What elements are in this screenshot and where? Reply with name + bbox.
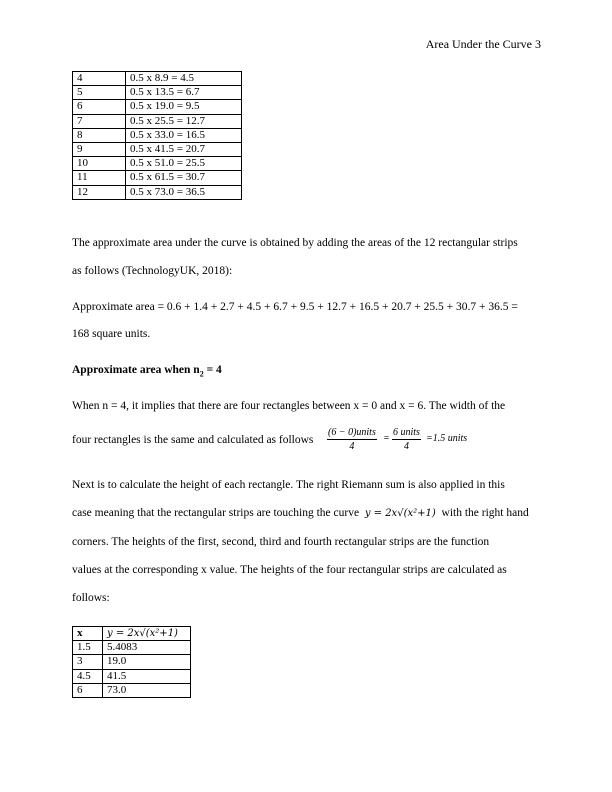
paragraph-line: 168 square units. [72,328,151,340]
table-row [73,143,242,157]
paragraph-line: values at the corresponding x value. The heights of the four rectangular strips are calculated as [72,564,507,576]
table-cell: 0.5 x 19.0 = 9.5 [126,100,242,114]
table-row [73,669,191,683]
table-cell: 4.5 [73,669,103,683]
width-result: =1.5 units [426,433,468,444]
table-cell: 6 [73,683,103,697]
table-row [73,185,242,199]
table-row [73,114,242,128]
table-header-x: x [73,627,103,641]
table-cell: 73.0 [103,683,191,697]
table-row [73,683,191,697]
table-row [73,128,242,142]
paragraph-line: follows: [72,592,110,604]
table-row [73,100,242,114]
width-fraction-2 [392,426,421,453]
table-row [73,641,191,655]
table-row [73,72,242,86]
table-cell: 8 [73,128,126,142]
table-cell: 0.5 x 61.5 = 30.7 [126,171,242,185]
paragraph-line: The approximate area under the curve is obtained by adding the areas of the 12 rectangular strips [72,237,518,249]
table-cell: 0.5 x 33.0 = 16.5 [126,128,242,142]
heading-suffix: = 4 [203,364,222,376]
table-row [73,86,242,100]
table-cell: 10 [73,157,126,171]
table-cell: 4 [73,72,126,86]
running-head: Area Under the Curve 3 [425,37,541,51]
heading-text: Approximate area when n [72,364,200,376]
table-cell: 12 [73,185,126,199]
table-cell: 11 [73,171,126,185]
paragraph-line: four rectangles is the same and calculated as follows [72,434,314,446]
paragraph-line: as follows (TechnologyUK, 2018): [72,265,233,277]
paragraph-line [72,507,529,519]
table-cell: 0.5 x 41.5 = 20.7 [126,143,242,157]
strip-area-table [72,71,242,200]
paragraph-line: corners. The heights of the first, second, third and fourth rectangular strips are the function [72,536,490,548]
table-cell: 1.5 [73,641,103,655]
fraction-denominator: 4 [349,441,355,452]
curve-sentence-start: case meaning that the rectangular strips are touching the curve [72,507,360,519]
table-cell: 5 [73,86,126,100]
heading-subscript: 2 [199,369,204,379]
paragraph-line: Approximate area = 0.6 + 1.4 + 2.7 + 4.5 + 6.7 + 9.5 + 12.7 + 16.5 + 20.7 + 25.5 + 30.7 + 36.5 = [72,301,518,313]
section-heading [72,364,222,378]
curve-formula: y = 2x√(x²+1) [364,508,436,519]
table-cell: 9 [73,143,126,157]
table-cell: 0.5 x 51.0 = 25.5 [126,157,242,171]
equals-sign: = [383,433,390,444]
table-cell: 19.0 [103,655,191,669]
table-cell: 0.5 x 73.0 = 36.5 [126,185,242,199]
width-fraction-1 [327,426,377,453]
fraction-numerator: 6 units [393,427,420,438]
table-cell: 7 [73,114,126,128]
table-row [73,655,191,669]
table-cell: 6 [73,100,126,114]
table-cell: 41.5 [103,669,191,683]
fraction-numerator: (6 − 0)units [328,427,376,438]
table-header-y: y = 2x√(x²+1) [103,627,191,641]
table-cell: 0.5 x 13.5 = 6.7 [126,86,242,100]
height-table [72,626,191,698]
curve-sentence-end: with the right hand [441,507,529,519]
table-cell: 0.5 x 8.9 = 4.5 [126,72,242,86]
fraction-denominator: 4 [403,441,409,452]
table-cell: 0.5 x 25.5 = 12.7 [126,114,242,128]
table-row [73,157,242,171]
table-cell: 5.4083 [103,641,191,655]
paragraph-line: Next is to calculate the height of each rectangle. The right Riemann sum is also applied in this [72,479,505,491]
table-cell: 3 [73,655,103,669]
table-row [73,171,242,185]
paragraph-line: When n = 4, it implies that there are four rectangles between x = 0 and x = 6. The width of the [72,400,506,412]
